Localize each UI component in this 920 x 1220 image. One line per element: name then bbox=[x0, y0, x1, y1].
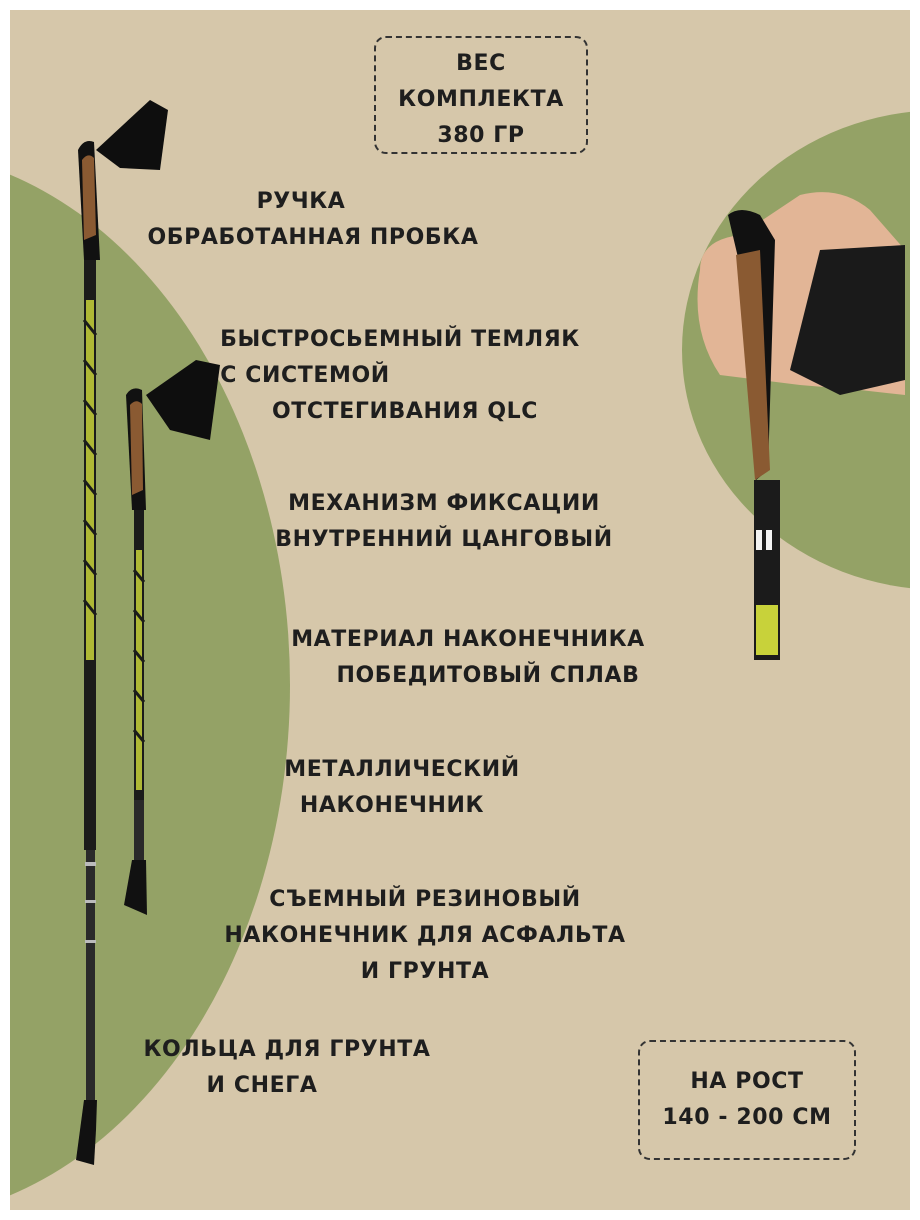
long-pole bbox=[76, 100, 168, 1165]
height-label: НА РОСТ bbox=[690, 1069, 804, 1094]
height-range: 140 - 200 СМ bbox=[662, 1105, 832, 1130]
feature-rings bbox=[140, 1032, 434, 1104]
feature-strap-line-2: С СИСТЕМОЙ bbox=[220, 363, 390, 388]
feature-tip-material-line-2: ПОБЕДИТОВЫЙ СПЛАВ bbox=[336, 663, 640, 688]
feature-handle-line-1: РУЧКА bbox=[256, 189, 346, 214]
feature-metal-tip bbox=[272, 752, 532, 824]
feature-lock-line-2: ВНУТРЕННИЙ ЦАНГОВЫЙ bbox=[275, 527, 613, 552]
feature-rings-line-1: КОЛЬЦА ДЛЯ ГРУНТА bbox=[143, 1037, 431, 1062]
feature-lock-line-1: МЕХАНИЗМ ФИКСАЦИИ bbox=[288, 491, 600, 516]
short-pole bbox=[124, 360, 220, 915]
weight-label-line-2: КОМПЛЕКТА bbox=[398, 87, 564, 112]
weight-value: 380 ГР bbox=[437, 123, 525, 148]
feature-strap-line-3: ОТСТЕГИВАНИЯ QLC bbox=[271, 399, 538, 424]
weight-box bbox=[374, 36, 588, 154]
feature-rings-line-2: И СНЕГА bbox=[206, 1073, 318, 1098]
feature-rubber-tip-line-2: НАКОНЕЧНИК ДЛЯ АСФАЛЬТА bbox=[224, 923, 626, 948]
feature-metal-tip-line-1: МЕТАЛЛИЧЕСКИЙ bbox=[284, 757, 520, 782]
feature-tip-material bbox=[278, 622, 658, 694]
feature-handle bbox=[145, 184, 481, 256]
feature-strap-line-1: БЫСТРОСЬЕМНЫЙ ТЕМЛЯК bbox=[220, 327, 580, 352]
feature-strap bbox=[205, 322, 595, 430]
height-box bbox=[638, 1040, 856, 1160]
feature-handle-line-2: ОБРАБОТАННАЯ ПРОБКА bbox=[147, 225, 479, 250]
feature-rubber-tip-line-1: СЪЕМНЫЙ РЕЗИНОВЫЙ bbox=[269, 887, 581, 912]
feature-rubber-tip-line-3: И ГРУНТА bbox=[360, 959, 490, 984]
feature-metal-tip-line-2: НАКОНЕЧНИК bbox=[299, 793, 485, 818]
weight-label-line-1: ВЕС bbox=[456, 51, 506, 76]
feature-tip-material-line-1: МАТЕРИАЛ НАКОНЕЧНИКА bbox=[291, 627, 645, 652]
feature-rubber-tip bbox=[212, 882, 638, 990]
feature-lock bbox=[268, 486, 620, 558]
hand-grip-photo bbox=[698, 192, 906, 660]
